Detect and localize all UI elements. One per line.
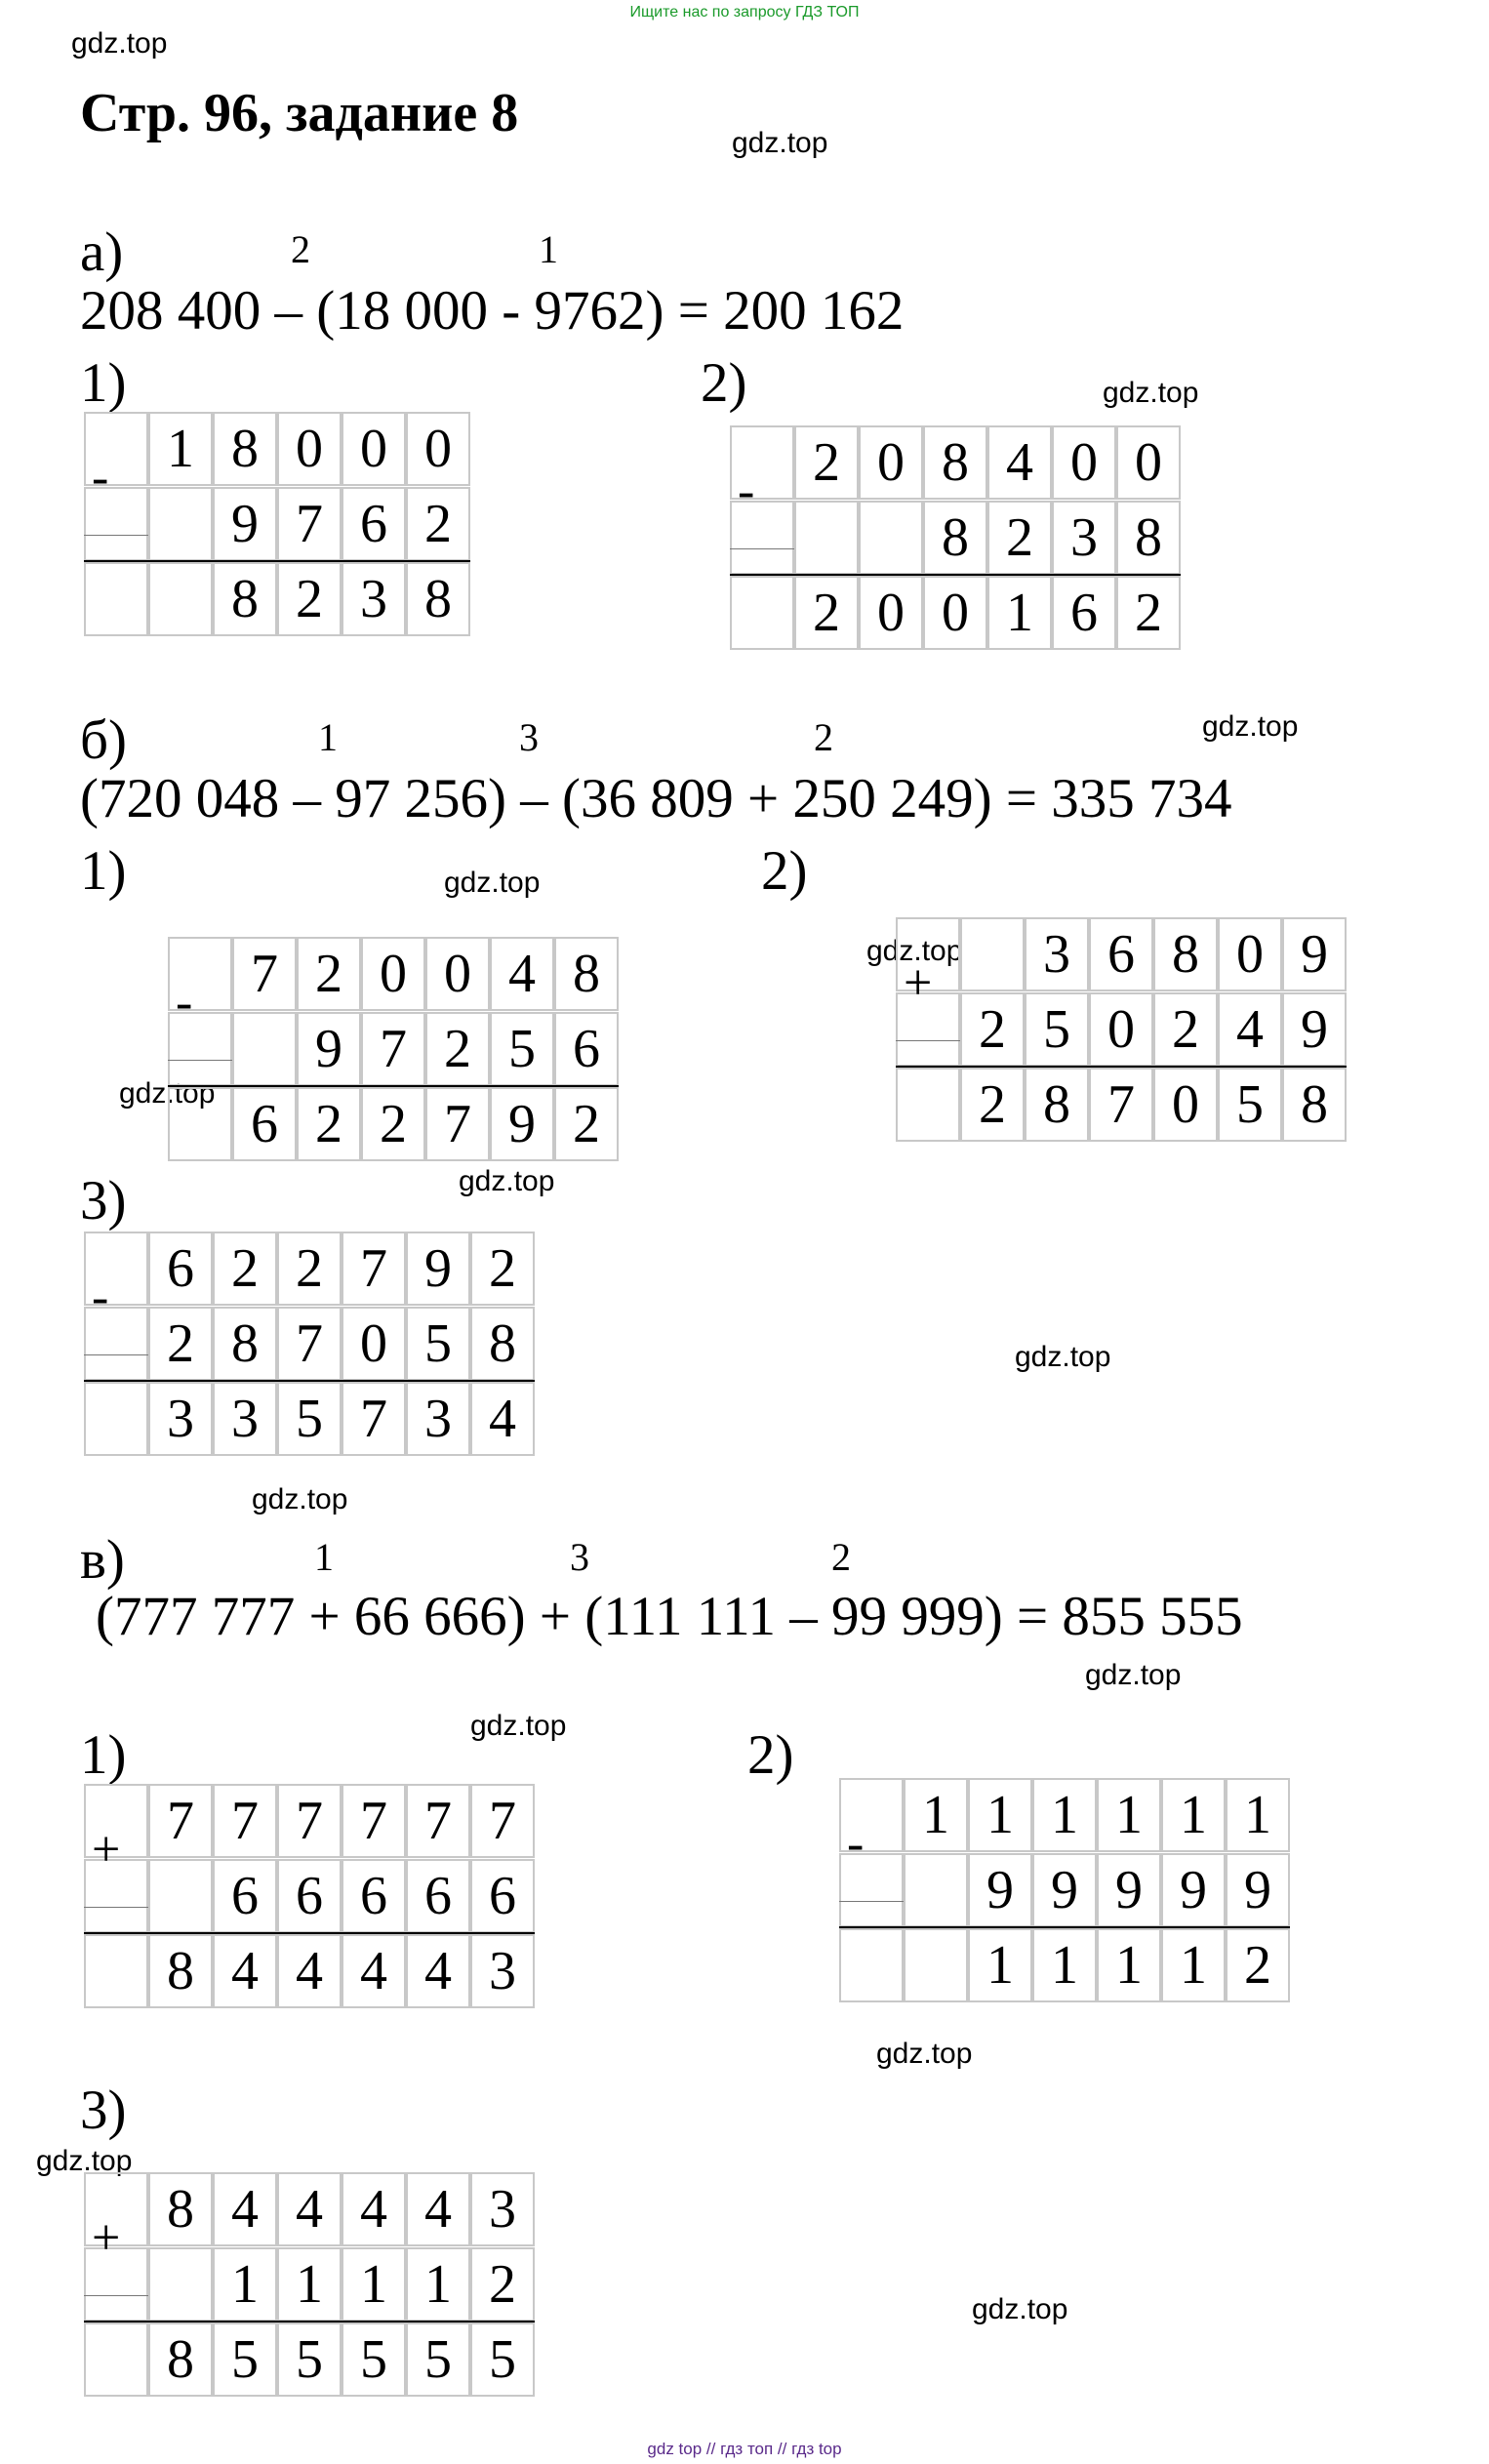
operator-underline xyxy=(84,1354,148,1355)
digit-cell: 2 xyxy=(361,1087,425,1161)
digit-cell: 2 xyxy=(297,937,361,1011)
digit-cell: 1 xyxy=(406,2247,470,2322)
digit-cell: 5 xyxy=(277,1382,342,1456)
digit-cell: 3 xyxy=(148,1382,213,1456)
digit-cell xyxy=(232,1012,297,1086)
digit-cell: 1 xyxy=(1097,1928,1161,2002)
operation-order: 1 xyxy=(539,227,558,271)
column-calculation xyxy=(84,412,470,637)
minus-sign: - xyxy=(847,1816,865,1873)
digit-cell: 2 xyxy=(960,1068,1025,1142)
operation-order: 1 xyxy=(314,1535,334,1579)
digit-cell: 2 xyxy=(148,1307,213,1381)
digit-cell: 0 xyxy=(859,425,923,500)
digit-cell: 9 xyxy=(213,487,277,561)
digit-cell: 6 xyxy=(148,1232,213,1306)
digit-cell: 6 xyxy=(406,1859,470,1933)
digit-cell: 1 xyxy=(1097,1778,1161,1852)
digit-cell: 3 xyxy=(1052,501,1116,575)
step-label: 1) xyxy=(80,840,127,902)
digit-cell: 9 xyxy=(1282,917,1347,991)
digit-cell: 6 xyxy=(342,1859,406,1933)
digit-cell: 6 xyxy=(277,1859,342,1933)
section-label: б) xyxy=(80,709,127,771)
digit-cell: 8 xyxy=(148,2323,213,2397)
digit-cell: 2 xyxy=(1226,1928,1290,2002)
step-label: 2) xyxy=(747,1724,794,1786)
grid-cell xyxy=(84,2323,148,2397)
operator-underline xyxy=(84,1907,148,1908)
expression: (777 777 + 66 666) + (111 111 – 99 999) = 855 555 xyxy=(96,1586,1243,1647)
digit-cell: 4 xyxy=(406,2172,470,2246)
operator-underline xyxy=(84,535,148,536)
digit-cell: 0 xyxy=(277,412,342,486)
digit-cell: 4 xyxy=(1218,992,1282,1067)
digit-cell: 6 xyxy=(342,487,406,561)
plus-sign: + xyxy=(92,2210,121,2267)
digit-cell: 8 xyxy=(1153,917,1218,991)
minus-sign: - xyxy=(738,464,755,520)
result-line xyxy=(84,1932,535,1934)
digit-cell: 4 xyxy=(342,2172,406,2246)
digit-cell: 2 xyxy=(406,487,470,561)
digit-cell: 0 xyxy=(342,1307,406,1381)
digit-cell: 7 xyxy=(277,1784,342,1858)
column-calculation xyxy=(168,937,619,1162)
digit-cell: 2 xyxy=(987,501,1052,575)
digit-cell: 7 xyxy=(406,1784,470,1858)
digit-cell: 1 xyxy=(1161,1928,1226,2002)
digit-cell: 4 xyxy=(406,1934,470,2008)
expression: 208 400 – (18 000 - 9762) = 200 162 xyxy=(80,280,905,342)
digit-cell: 4 xyxy=(213,1934,277,2008)
grid-cell xyxy=(730,576,794,650)
digit-cell: 0 xyxy=(361,937,425,1011)
operation-order: 2 xyxy=(831,1535,851,1579)
digit-cell: 4 xyxy=(277,1934,342,2008)
digit-cell: 5 xyxy=(406,2323,470,2397)
digit-cell: 2 xyxy=(470,1232,535,1306)
digit-cell: 1 xyxy=(277,2247,342,2322)
digit-cell: 2 xyxy=(277,1232,342,1306)
result-line xyxy=(896,1066,1347,1068)
digit-cell: 2 xyxy=(470,2247,535,2322)
digit-cell: 7 xyxy=(232,937,297,1011)
step-label: 1) xyxy=(80,352,127,414)
digit-cell: 4 xyxy=(277,2172,342,2246)
watermark: gdz.top xyxy=(972,2293,1068,2325)
digit-cell: 8 xyxy=(1025,1068,1089,1142)
digit-cell xyxy=(859,501,923,575)
section-label: в) xyxy=(80,1529,125,1591)
step-label: 3) xyxy=(80,1170,127,1232)
footer: gdz top // гдз топ // гдз top xyxy=(647,2440,842,2458)
digit-cell: 5 xyxy=(490,1012,554,1086)
digit-cell: 3 xyxy=(406,1382,470,1456)
digit-cell: 4 xyxy=(490,937,554,1011)
watermark: gdz.top xyxy=(119,1077,216,1110)
operator-underline xyxy=(839,1901,904,1902)
digit-cell: 7 xyxy=(148,1784,213,1858)
digit-cell xyxy=(148,562,213,636)
operator-underline xyxy=(84,2295,148,2296)
digit-cell: 0 xyxy=(1052,425,1116,500)
digit-cell xyxy=(148,1859,213,1933)
grid-cell xyxy=(839,1928,904,2002)
digit-cell: 1 xyxy=(1032,1928,1097,2002)
operation-order: 2 xyxy=(814,715,833,759)
digit-cell: 9 xyxy=(1032,1853,1097,1927)
digit-cell: 7 xyxy=(1089,1068,1153,1142)
digit-cell: 9 xyxy=(1097,1853,1161,1927)
digit-cell: 7 xyxy=(342,1232,406,1306)
column-calculation xyxy=(84,1784,535,2009)
digit-cell: 0 xyxy=(1153,1068,1218,1142)
digit-cell: 6 xyxy=(1089,917,1153,991)
result-line xyxy=(84,2321,535,2323)
digit-cell: 4 xyxy=(987,425,1052,500)
digit-cell: 0 xyxy=(342,412,406,486)
digit-cell: 6 xyxy=(232,1087,297,1161)
digit-cell: 8 xyxy=(213,1307,277,1381)
digit-cell: 8 xyxy=(470,1307,535,1381)
minus-sign: - xyxy=(92,450,109,506)
digit-cell: 8 xyxy=(1116,501,1181,575)
digit-cell: 5 xyxy=(342,2323,406,2397)
digit-cell: 9 xyxy=(297,1012,361,1086)
digit-cell: 5 xyxy=(1025,992,1089,1067)
digit-cell: 2 xyxy=(794,425,859,500)
operation-order: 3 xyxy=(519,715,539,759)
digit-cell: 9 xyxy=(968,1853,1032,1927)
digit-cell: 9 xyxy=(1161,1853,1226,1927)
digit-cell: 0 xyxy=(1116,425,1181,500)
result-line xyxy=(84,560,470,562)
digit-cell: 9 xyxy=(406,1232,470,1306)
watermark: gdz.top xyxy=(732,127,828,159)
digit-cell xyxy=(904,1928,968,2002)
digit-cell: 3 xyxy=(213,1382,277,1456)
watermark: gdz.top xyxy=(1015,1341,1111,1373)
digit-cell: 8 xyxy=(406,562,470,636)
watermark: gdz.top xyxy=(71,27,168,60)
digit-cell: 6 xyxy=(213,1859,277,1933)
digit-cell: 2 xyxy=(960,992,1025,1067)
digit-cell: 4 xyxy=(213,2172,277,2246)
watermark: gdz.top xyxy=(866,935,963,967)
grid-cell xyxy=(168,1087,232,1161)
plus-sign: + xyxy=(92,1822,121,1878)
digit-cell: 5 xyxy=(1218,1068,1282,1142)
expression: (720 048 – 97 256) – (36 809 + 250 249) = 335 734 xyxy=(80,768,1232,829)
step-label: 2) xyxy=(701,352,747,414)
digit-cell: 2 xyxy=(425,1012,490,1086)
digit-cell xyxy=(794,501,859,575)
column-calculation xyxy=(84,2172,535,2398)
result-line xyxy=(839,1926,1290,1928)
digit-cell: 2 xyxy=(297,1087,361,1161)
page-title: Стр. 96, задание 8 xyxy=(80,83,519,143)
digit-cell: 1 xyxy=(1226,1778,1290,1852)
grid-cell xyxy=(84,562,148,636)
digit-cell xyxy=(148,487,213,561)
digit-cell: 2 xyxy=(277,562,342,636)
digit-cell: 5 xyxy=(406,1307,470,1381)
digit-cell: 2 xyxy=(1116,576,1181,650)
digit-cell: 1 xyxy=(968,1928,1032,2002)
operation-order: 2 xyxy=(291,227,310,271)
minus-sign: - xyxy=(92,1270,109,1326)
digit-cell: 8 xyxy=(923,425,987,500)
operator-underline xyxy=(168,1060,232,1061)
step-label: 2) xyxy=(761,840,808,902)
digit-cell: 0 xyxy=(859,576,923,650)
digit-cell: 7 xyxy=(361,1012,425,1086)
watermark: gdz.top xyxy=(470,1710,567,1742)
digit-cell: 1 xyxy=(342,2247,406,2322)
digit-cell: 1 xyxy=(968,1778,1032,1852)
digit-cell: 2 xyxy=(213,1232,277,1306)
digit-cell: 8 xyxy=(213,412,277,486)
digit-cell: 1 xyxy=(1032,1778,1097,1852)
digit-cell: 2 xyxy=(554,1087,619,1161)
digit-cell: 5 xyxy=(470,2323,535,2397)
digit-cell: 9 xyxy=(1282,992,1347,1067)
digit-cell: 3 xyxy=(342,562,406,636)
result-line xyxy=(730,574,1181,576)
operator-underline xyxy=(896,1040,960,1041)
operator-underline xyxy=(730,548,794,549)
digit-cell: 5 xyxy=(213,2323,277,2397)
digit-cell: 7 xyxy=(342,1784,406,1858)
grid-cell xyxy=(896,1068,960,1142)
digit-cell: 9 xyxy=(1226,1853,1290,1927)
digit-cell: 7 xyxy=(470,1784,535,1858)
digit-cell: 9 xyxy=(490,1087,554,1161)
digit-cell: 1 xyxy=(148,412,213,486)
digit-cell: 6 xyxy=(1052,576,1116,650)
digit-cell: 1 xyxy=(904,1778,968,1852)
plus-sign: + xyxy=(904,955,933,1012)
digit-cell xyxy=(904,1853,968,1927)
watermark: gdz.top xyxy=(876,2038,973,2070)
operation-order: 3 xyxy=(570,1535,589,1579)
column-calculation xyxy=(730,425,1181,651)
digit-cell: 1 xyxy=(1161,1778,1226,1852)
digit-cell: 0 xyxy=(1089,992,1153,1067)
digit-cell: 8 xyxy=(1282,1068,1347,1142)
digit-cell: 8 xyxy=(213,562,277,636)
digit-cell: 0 xyxy=(425,937,490,1011)
digit-cell: 8 xyxy=(148,2172,213,2246)
digit-cell xyxy=(960,917,1025,991)
column-calculation xyxy=(839,1778,1290,2003)
operation-order: 1 xyxy=(318,715,338,759)
digit-cell: 1 xyxy=(987,576,1052,650)
watermark: gdz.top xyxy=(459,1165,555,1197)
minus-sign: - xyxy=(176,975,193,1031)
column-calculation xyxy=(896,917,1347,1143)
watermark: gdz.top xyxy=(36,2145,133,2177)
digit-cell: 1 xyxy=(213,2247,277,2322)
step-label: 3) xyxy=(80,2080,127,2141)
step-label: 1) xyxy=(80,1724,127,1786)
digit-cell: 8 xyxy=(148,1934,213,2008)
digit-cell: 3 xyxy=(1025,917,1089,991)
digit-cell: 3 xyxy=(470,2172,535,2246)
grid-cell xyxy=(84,1934,148,2008)
top-banner: Ищите нас по запросу ГДЗ ТОП xyxy=(629,4,860,20)
result-line xyxy=(168,1085,619,1087)
digit-cell: 7 xyxy=(213,1784,277,1858)
digit-cell: 0 xyxy=(1218,917,1282,991)
watermark: gdz.top xyxy=(1103,377,1199,409)
digit-cell: 5 xyxy=(277,2323,342,2397)
watermark: gdz.top xyxy=(1202,710,1299,743)
digit-cell: 2 xyxy=(1153,992,1218,1067)
watermark: gdz.top xyxy=(444,867,541,899)
digit-cell: 0 xyxy=(923,576,987,650)
digit-cell: 0 xyxy=(406,412,470,486)
digit-cell: 7 xyxy=(277,1307,342,1381)
column-calculation xyxy=(84,1232,535,1457)
digit-cell xyxy=(148,2247,213,2322)
watermark: gdz.top xyxy=(1085,1659,1182,1691)
digit-cell: 4 xyxy=(470,1382,535,1456)
digit-cell: 6 xyxy=(554,1012,619,1086)
digit-cell: 4 xyxy=(342,1934,406,2008)
digit-cell: 3 xyxy=(470,1934,535,2008)
section-label: а) xyxy=(80,222,124,283)
digit-cell: 6 xyxy=(470,1859,535,1933)
digit-cell: 2 xyxy=(794,576,859,650)
digit-cell: 7 xyxy=(342,1382,406,1456)
digit-cell: 7 xyxy=(277,487,342,561)
grid-cell xyxy=(84,1382,148,1456)
digit-cell: 8 xyxy=(554,937,619,1011)
digit-cell: 8 xyxy=(923,501,987,575)
result-line xyxy=(84,1380,535,1382)
digit-cell: 7 xyxy=(425,1087,490,1161)
watermark: gdz.top xyxy=(252,1483,348,1515)
